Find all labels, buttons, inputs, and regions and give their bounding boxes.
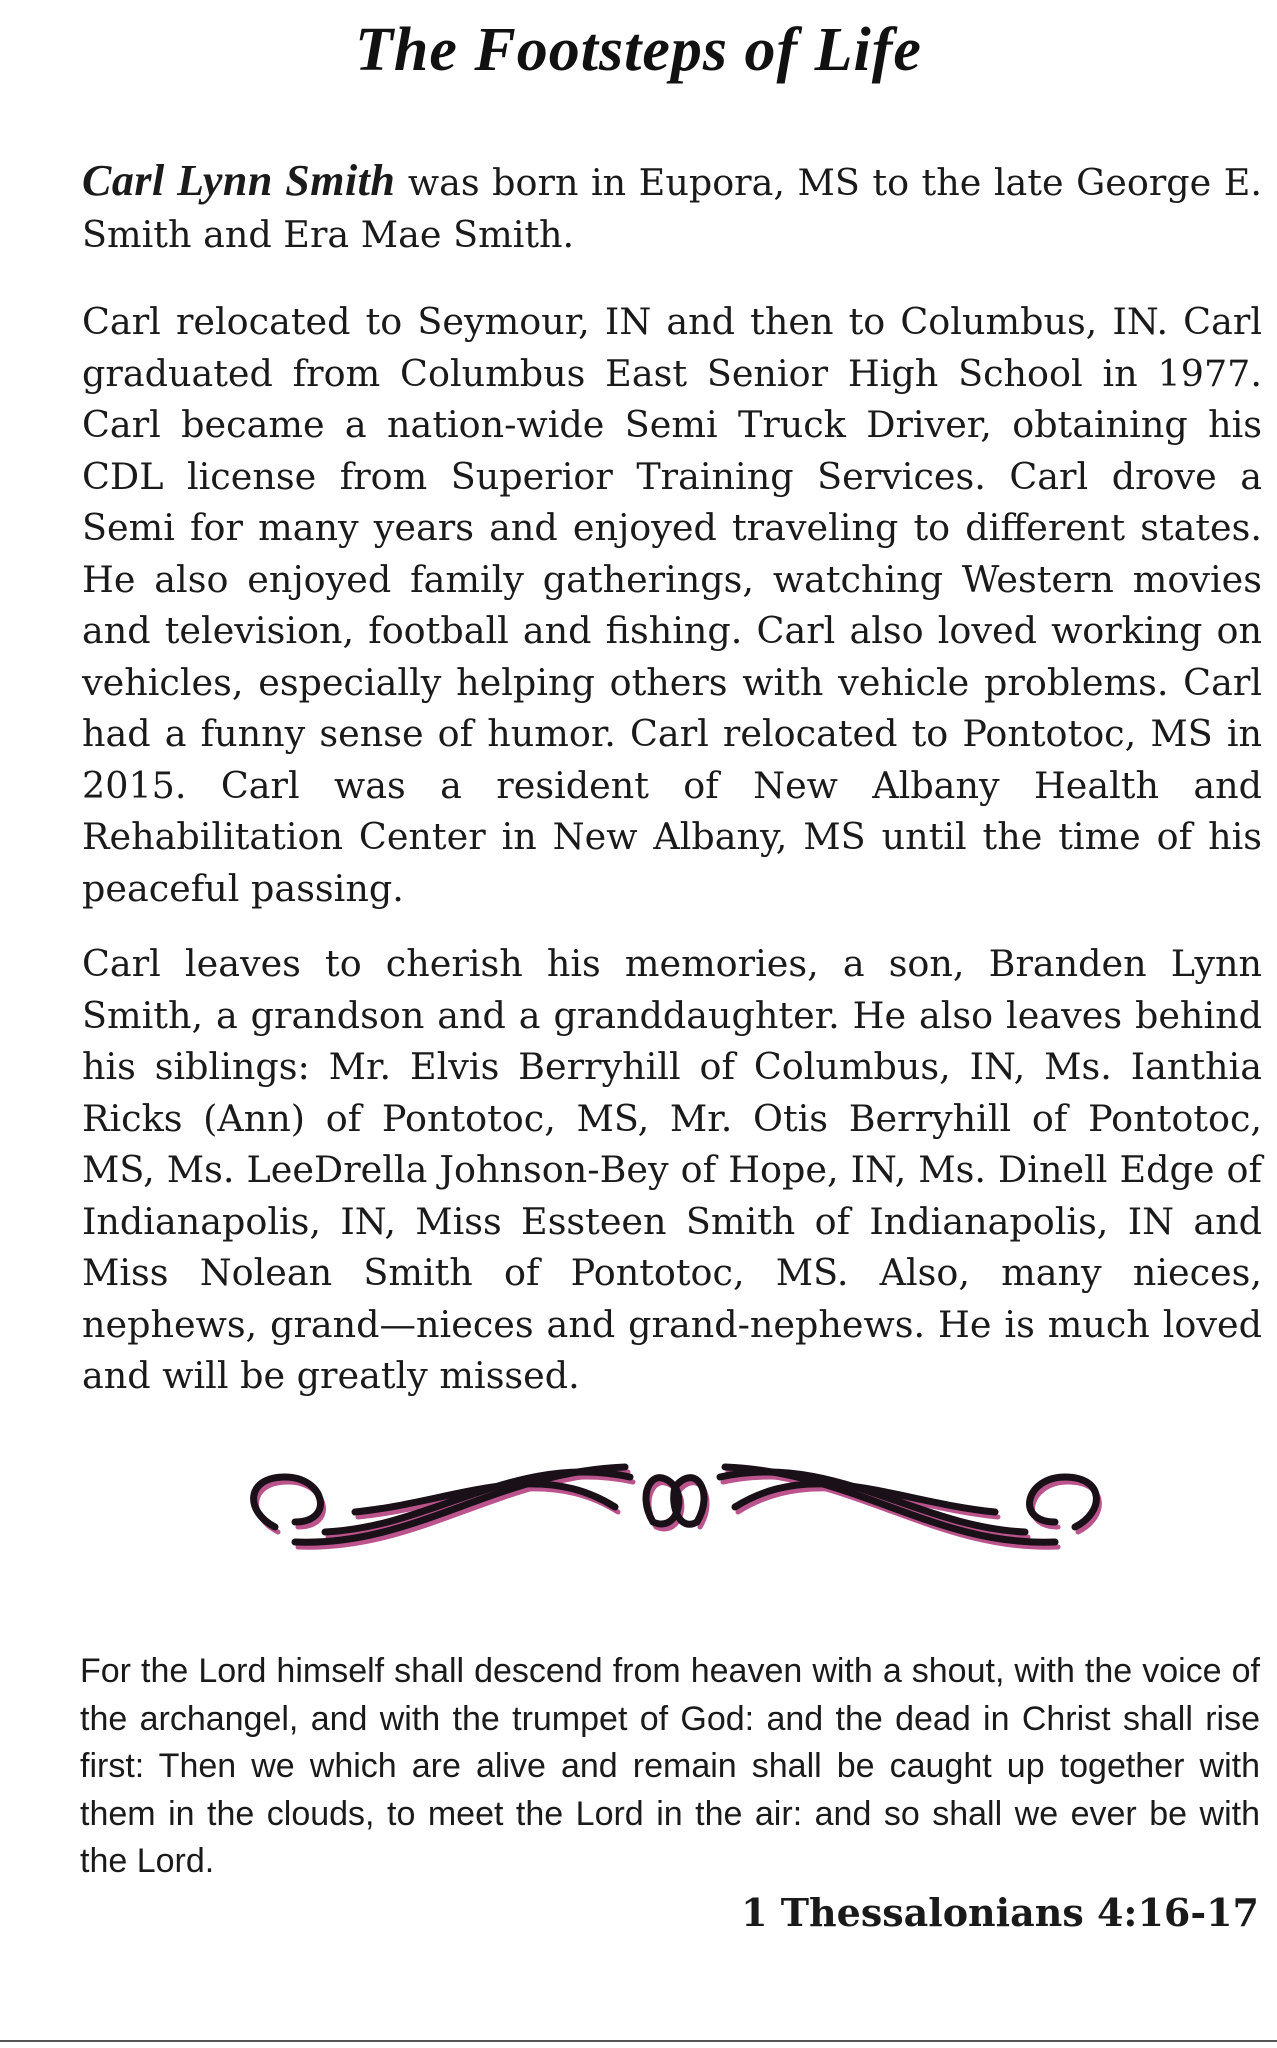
page-title: The Footsteps of Life xyxy=(355,16,922,84)
page-bottom-edge xyxy=(0,2040,1277,2042)
obituary-intro-paragraph xyxy=(82,155,1262,260)
scripture-verse: For the Lord himself shall descend from heaven with a shout, with the voice of the archangel, and with the trumpet of God: and the dead in Christ shall rise first: Then we which are alive and remain shall be caught up together with them in the clouds, to meet the Lord in the air: and so shall we ever be with the Lord. xyxy=(80,1652,1260,1880)
intro-text: was born in Eupora, MS to the late George E. Smith and Era Mae Smith. xyxy=(82,161,1262,256)
scripture-reference: 1 Thessalonians 4:16-17 xyxy=(741,1890,1259,1935)
obituary-life-paragraph: Carl relocated to Seymour, IN and then to Columbus, IN. Carl graduated from Columbus East Senior High School in 1977. Carl became a nation-wide Semi Truck Driver, obtaining his CDL license from Superior Training Services. Carl drove a Semi for many years and enjoyed traveling to different states. He also enjoyed family gatherings, watching Western movies and television, football and fishing. Carl also loved working on vehicles, especially helping others with vehicle problems. Carl had a funny sense of humor. Carl relocated to Pontotoc, MS in 2015. Carl was a resident of New Albany Health and Rehabilitation Center in New Albany, MS until the time of his peaceful passing. xyxy=(82,300,1262,910)
deceased-name: Carl Lynn Smith xyxy=(82,156,396,205)
flourish-divider-icon xyxy=(235,1432,1115,1572)
obituary-family-paragraph: Carl leaves to cherish his memories, a son, Branden Lynn Smith, a grandson and a granddaughter. He also leaves behind his siblings: Mr. Elvis Berryhill of Columbus, IN, Ms. Ianthia Ricks (Ann) of Pontotoc, MS, Mr. Otis Berryhill of Pontotoc, MS, Ms. LeeDrella Johnson-Bey of Hope, IN, Ms. Dinell Edge of Indianapolis, IN, Miss Essteen Smith of Indianapolis, IN and Miss Nolean Smith of Pontotoc, MS. Also, many nieces, nephews, grand—nieces and grand-nephews. He is much loved and will be greatly missed. xyxy=(82,942,1262,1397)
